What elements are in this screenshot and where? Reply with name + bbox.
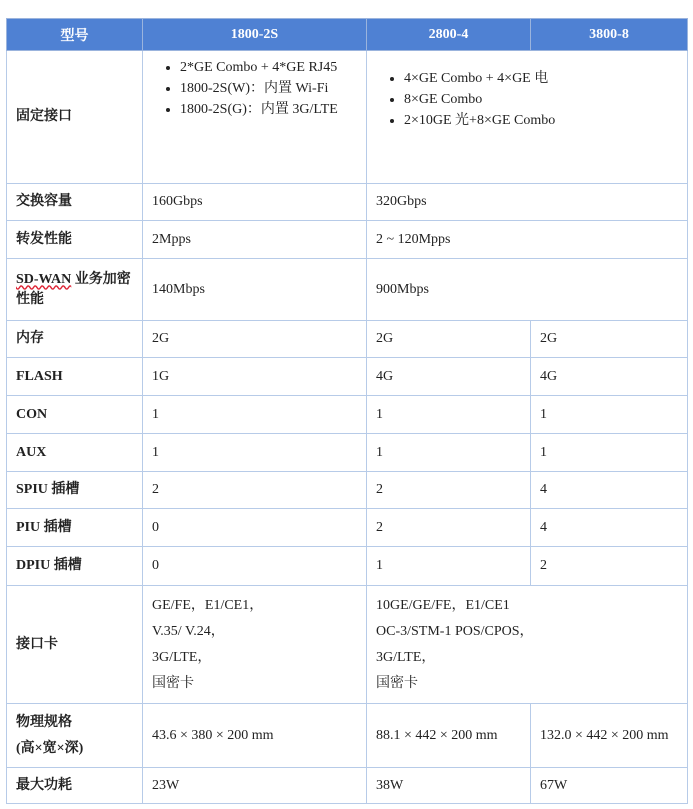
value-spiu-2800: 2 [367, 472, 531, 509]
value-forwarding-1800: 2Mpps [143, 221, 367, 259]
label-sdwan-a: SD-WAN [16, 271, 72, 287]
port-item: • 1800-2S(W)：内置 Wi-Fi [180, 79, 357, 99]
label-fixed-ports: 固定接口 [7, 51, 143, 184]
value-switching-1800: 160Gbps [143, 184, 367, 221]
label-sdwan [7, 259, 143, 321]
card-line: 3G/LTE， [152, 649, 212, 665]
row-memory [7, 321, 688, 358]
card-line: 3G/LTE， [376, 649, 436, 665]
card-line: V.35/ V.24， [152, 623, 225, 639]
label-flash: FLASH [7, 358, 143, 396]
value-piu-2800: 2 [367, 509, 531, 547]
value-piu-3800: 4 [531, 509, 688, 547]
value-cards-2800-3800 [367, 586, 688, 704]
header-3800-8: 3800-8 [531, 19, 688, 51]
cell-ports-2800-3800 [367, 51, 688, 184]
row-max-power [7, 768, 688, 804]
value-aux-2800: 1 [367, 434, 531, 472]
header-2800-4: 2800-4 [367, 19, 531, 51]
value-con-2800: 1 [367, 396, 531, 434]
value-sdwan-1800: 140Mbps [143, 259, 367, 321]
value-sdwan-2800-3800: 900Mbps [367, 259, 688, 321]
row-dimensions [7, 704, 688, 768]
value-con-1800: 1 [143, 396, 367, 434]
value-dpiu-1800: 0 [143, 547, 367, 586]
label-sdwan-b: 业务加密性能 [16, 271, 131, 307]
value-power-1800: 23W [143, 768, 367, 804]
port-item: • 8×GE Combo [404, 90, 678, 110]
value-cards-1800 [143, 586, 367, 704]
value-dpiu-2800: 1 [367, 547, 531, 586]
row-aux [7, 434, 688, 472]
label-memory: 内存 [7, 321, 143, 358]
cell-ports-1800 [143, 51, 367, 184]
value-power-3800: 67W [531, 768, 688, 804]
label-piu: PIU 插槽 [7, 509, 143, 547]
label-interface-cards: 接口卡 [7, 586, 143, 704]
header-model: 型号 [7, 19, 143, 51]
row-fixed-ports [7, 51, 688, 184]
header-row [7, 19, 688, 51]
value-power-2800: 38W [367, 768, 531, 804]
value-piu-1800: 0 [143, 509, 367, 547]
value-aux-3800: 1 [531, 434, 688, 472]
label-con: CON [7, 396, 143, 434]
value-dpiu-3800: 2 [531, 547, 688, 586]
label-switching: 交换容量 [7, 184, 143, 221]
value-memory-3800: 2G [531, 321, 688, 358]
port-item: • 4×GE Combo + 4×GE 电 [404, 69, 678, 89]
card-line: 10GE/GE/FE，E1/CE1 [376, 597, 510, 613]
card-line: OC-3/STM-1 POS/CPOS， [376, 623, 534, 639]
port-item: • 2*GE Combo + 4*GE RJ45 [180, 58, 357, 78]
value-spiu-1800: 2 [143, 472, 367, 509]
value-aux-1800: 1 [143, 434, 367, 472]
value-memory-1800: 2G [143, 321, 367, 358]
header-1800-2s: 1800-2S [143, 19, 367, 51]
label-dimensions [7, 704, 143, 768]
value-flash-1800: 1G [143, 358, 367, 396]
value-dims-3800: 132.0 × 442 × 200 mm [531, 704, 688, 768]
row-spiu [7, 472, 688, 509]
label-dimensions-b: (高×宽×深) [16, 740, 84, 756]
row-switching [7, 184, 688, 221]
spec-table [6, 18, 688, 804]
value-switching-2800-3800: 320Gbps [367, 184, 688, 221]
value-con-3800: 1 [531, 396, 688, 434]
value-spiu-3800: 4 [531, 472, 688, 509]
value-flash-3800: 4G [531, 358, 688, 396]
label-spiu: SPIU 插槽 [7, 472, 143, 509]
label-dimensions-a: 物理规格 [16, 714, 72, 730]
label-aux: AUX [7, 434, 143, 472]
value-memory-2800: 2G [367, 321, 531, 358]
row-flash [7, 358, 688, 396]
port-item: • 2×10GE 光+8×GE Combo [404, 111, 678, 131]
value-dims-1800: 43.6 × 380 × 200 mm [143, 704, 367, 768]
row-con [7, 396, 688, 434]
card-line: GE/FE，E1/CE1， [152, 597, 264, 613]
label-max-power: 最大功耗 [7, 768, 143, 804]
value-forwarding-2800-3800: 2 ~ 120Mpps [367, 221, 688, 259]
row-sdwan [7, 259, 688, 321]
value-flash-2800: 4G [367, 358, 531, 396]
card-line: 国密卡 [152, 675, 194, 691]
label-forwarding: 转发性能 [7, 221, 143, 259]
card-line: 国密卡 [376, 675, 418, 691]
label-dpiu: DPIU 插槽 [7, 547, 143, 586]
row-interface-cards [7, 586, 688, 704]
row-dpiu [7, 547, 688, 586]
row-forwarding [7, 221, 688, 259]
port-item: • 1800-2S(G)：内置 3G/LTE [180, 100, 357, 120]
row-piu [7, 509, 688, 547]
value-dims-2800: 88.1 × 442 × 200 mm [367, 704, 531, 768]
